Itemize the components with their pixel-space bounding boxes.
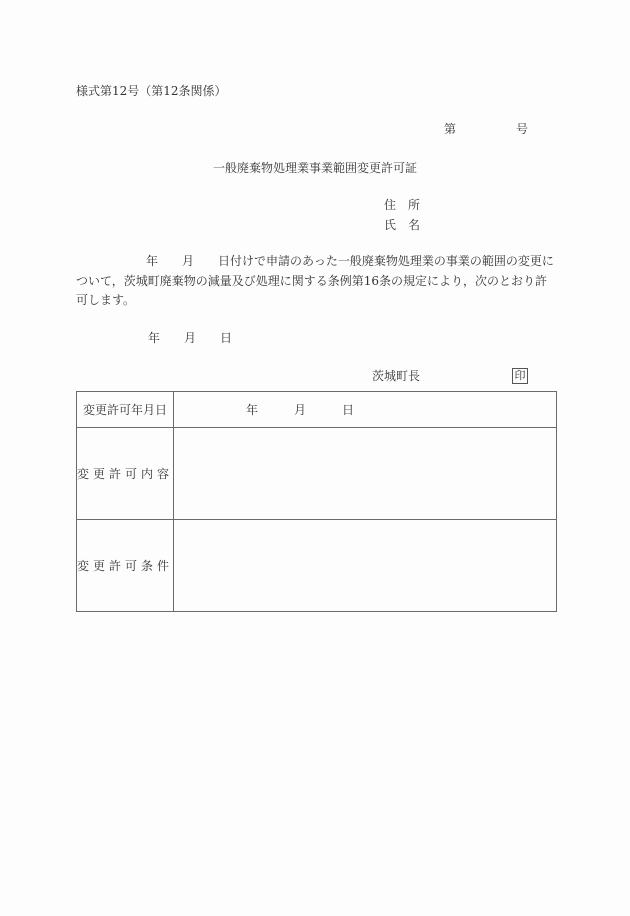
form-number: 様式第12号（第12条関係） xyxy=(76,84,227,98)
issue-month: 月 xyxy=(184,331,197,345)
seal-mark xyxy=(512,368,528,384)
change-conditions-label: 変更許可条件 xyxy=(77,520,174,612)
issue-day: 日 xyxy=(220,331,233,345)
body-line-1 xyxy=(84,252,556,272)
change-month: 月 xyxy=(294,403,307,417)
address-label: 住 所 xyxy=(384,198,421,212)
table-row-change-content xyxy=(77,428,557,520)
change-date-value xyxy=(174,392,557,428)
table-row-change-conditions xyxy=(77,520,557,612)
change-conditions-value xyxy=(174,520,557,612)
issuer-title: 茨城町長 xyxy=(372,369,421,383)
change-day: 日 xyxy=(342,403,355,417)
change-year: 年 xyxy=(246,403,259,417)
permit-table xyxy=(76,391,557,612)
doc-number-suffix: 号 xyxy=(516,122,529,136)
change-content-value xyxy=(174,428,557,520)
application-year: 年 xyxy=(146,254,159,268)
change-content-label: 変更許可内容 xyxy=(77,428,174,520)
issue-year: 年 xyxy=(148,331,161,345)
name-label: 氏 名 xyxy=(384,218,421,232)
table-row-change-date xyxy=(77,392,557,428)
body-paragraph xyxy=(76,252,556,311)
document-title: 一般廃棄物処理業事業範囲変更許可証 xyxy=(213,161,418,175)
body-line-2: ついて，茨城町廃棄物の減量及び処理に関する条例第16条の規定により，次のとおり許 xyxy=(76,273,548,288)
change-date-label: 変更許可年月日 xyxy=(77,392,174,428)
application-month: 月 xyxy=(182,254,195,268)
seal-icon: 印 xyxy=(512,368,528,384)
doc-number-prefix: 第 xyxy=(444,122,457,136)
body-line-1-text: 日付けで申請のあった一般廃棄物処理業の事業の範囲の変更に xyxy=(218,254,554,268)
body-line-3: 可します。 xyxy=(76,293,136,307)
